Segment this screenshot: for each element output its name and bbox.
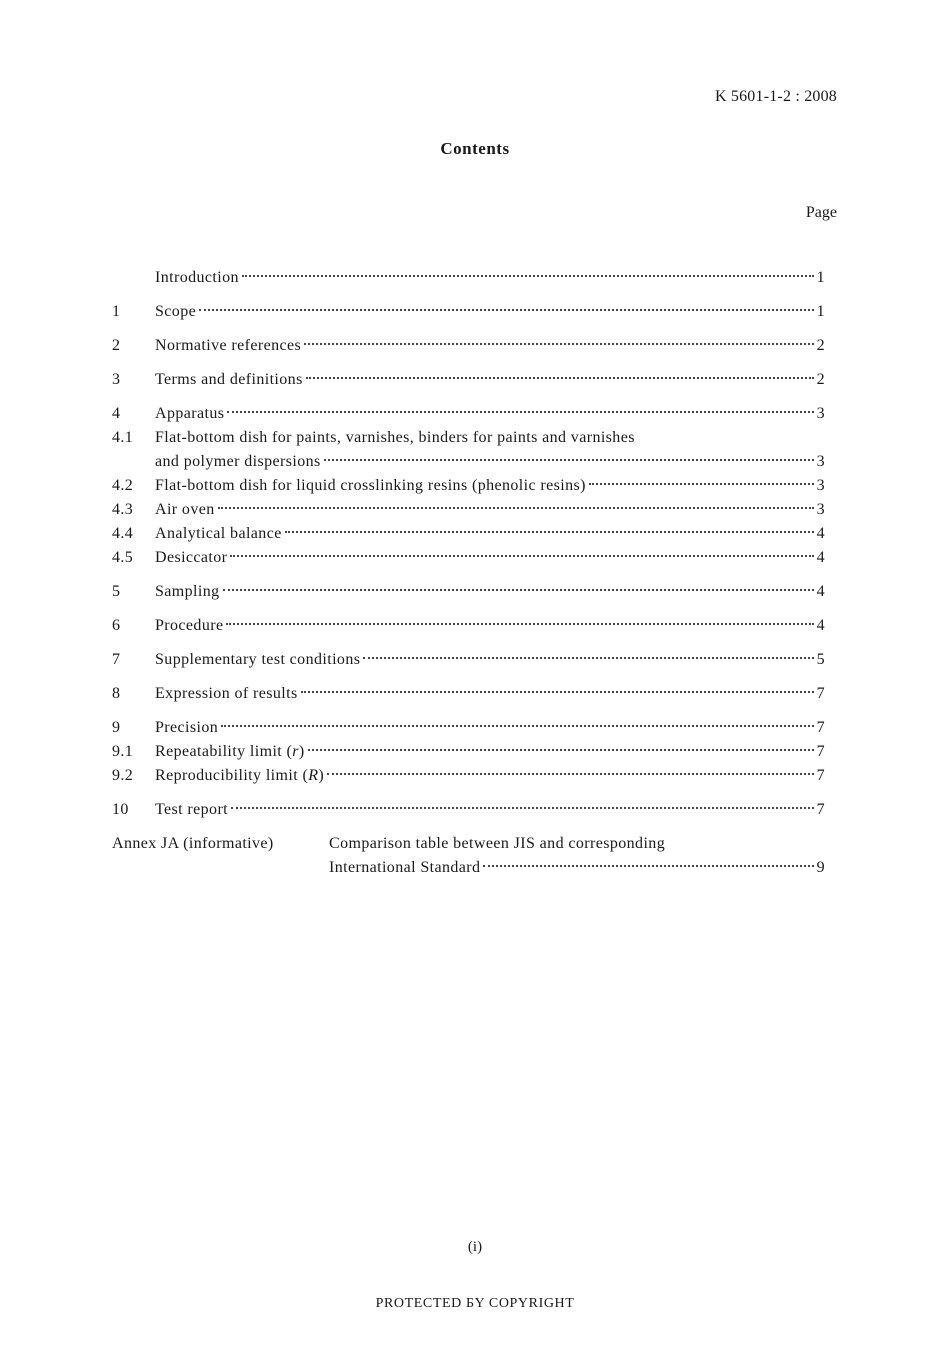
dot-leader [226, 623, 813, 625]
toc-entry-number: 4 [112, 405, 121, 422]
dot-leader [221, 725, 813, 727]
variable-symbol: R [308, 767, 319, 784]
toc-page-number: 7 [816, 767, 825, 784]
annex-title-line-1 [329, 832, 825, 856]
toc-page-number: 4 [816, 617, 825, 634]
toc-page-number: 7 [816, 685, 825, 702]
toc-entry[interactable] [112, 682, 825, 706]
variable-symbol: r [292, 743, 299, 760]
toc-entry-number: 9.1 [112, 743, 134, 760]
toc-page-number: 1 [816, 269, 825, 286]
toc-entry-label: Apparatus [155, 405, 225, 422]
toc-page-number: 7 [816, 743, 825, 760]
toc-entry-number: 2 [112, 337, 121, 354]
toc-entry-label: Supplementary test conditions [155, 651, 361, 668]
page-title: Contents [440, 139, 510, 158]
toc-page-number: 4 [816, 525, 825, 542]
document-identifier: K 5601-1-2 : 2008 [714, 88, 837, 105]
toc-group [112, 402, 825, 570]
toc-group [112, 368, 825, 392]
annex-page-number: 9 [816, 859, 825, 876]
dot-leader [363, 657, 813, 659]
toc-entry[interactable] [112, 334, 825, 358]
toc-entry[interactable] [112, 368, 825, 392]
toc-entry-number: 4.4 [112, 525, 134, 542]
toc-entry[interactable] [112, 522, 825, 546]
dot-leader [285, 531, 814, 533]
toc-entry-label: Reproducibility limit (R) [155, 767, 325, 784]
toc-group [112, 334, 825, 358]
copyright-notice: PROTECTED БY COPYRIGHT [375, 1296, 575, 1311]
page-column-label: Page [805, 204, 837, 221]
toc-page-number: 4 [816, 583, 825, 600]
toc-entry[interactable] [112, 614, 825, 638]
toc-entry-label: Flat-bottom dish for liquid crosslinking resins (phenolic resins) [155, 477, 586, 494]
toc-entry[interactable] [112, 402, 825, 426]
toc-entry-number: 5 [112, 583, 121, 600]
annex-label: Annex JA (informative) [112, 835, 274, 852]
toc-entry[interactable] [112, 266, 825, 290]
toc-page-number: 2 [816, 371, 825, 388]
toc-entry-label: Test report [155, 801, 229, 818]
toc-entry-number: 3 [112, 371, 121, 388]
toc-group [112, 580, 825, 604]
toc-entry-number: 4.1 [112, 429, 134, 446]
toc-page-number: 7 [816, 719, 825, 736]
toc-page-number: 3 [816, 501, 825, 518]
toc-group [112, 682, 825, 706]
toc-group [112, 716, 825, 788]
annex-title-line-2 [329, 856, 825, 880]
toc-entry-number: 10 [112, 801, 129, 818]
annex-title [329, 832, 825, 880]
dot-leader [199, 309, 813, 311]
toc-entry[interactable] [112, 426, 825, 450]
dot-leader [324, 459, 814, 461]
toc-entry[interactable] [112, 546, 825, 570]
toc-group [112, 648, 825, 672]
toc-entry-number: 4.5 [112, 549, 134, 566]
toc-entry-number: 8 [112, 685, 121, 702]
toc-entry-label: Normative references [155, 337, 302, 354]
toc-page-number: 3 [816, 477, 825, 494]
toc-group [112, 798, 825, 822]
toc-group [112, 266, 825, 290]
toc-entry[interactable] [112, 300, 825, 324]
dot-leader [231, 807, 814, 809]
toc-entry-number: 9.2 [112, 767, 134, 784]
toc-entry-label: Analytical balance [155, 525, 282, 542]
toc-page-number: 1 [816, 303, 825, 320]
annex-title-text-1: Comparison table between JIS and corresponding [329, 835, 666, 852]
dot-leader [230, 555, 813, 557]
dot-leader [218, 507, 814, 509]
toc-entry[interactable] [112, 764, 825, 788]
toc-page-number: 3 [816, 405, 825, 422]
toc-groups [112, 266, 825, 822]
toc-entry-label: Introduction [155, 269, 239, 286]
toc-entry[interactable] [112, 798, 825, 822]
toc-entry-number: 4.2 [112, 477, 134, 494]
toc-page-number: 2 [816, 337, 825, 354]
toc-entry-number: 9 [112, 719, 121, 736]
toc-annex-entry[interactable] [112, 832, 825, 880]
toc-entry-label: Sampling [155, 583, 220, 600]
toc-entry-number: 4.3 [112, 501, 134, 518]
toc-entry-label-continued: and polymer dispersions [155, 453, 321, 470]
toc-entry-label: Air oven [155, 501, 215, 518]
page-folio: (i) [467, 1239, 483, 1255]
table-of-contents [112, 266, 825, 880]
dot-leader [223, 589, 814, 591]
dot-leader [242, 275, 814, 277]
dot-leader [227, 411, 813, 413]
toc-entry[interactable] [112, 648, 825, 672]
toc-page-number: 7 [816, 801, 825, 818]
dot-leader [308, 749, 814, 751]
toc-entry[interactable] [112, 716, 825, 740]
toc-entry-label: Terms and definitions [155, 371, 303, 388]
toc-page-number: 4 [816, 549, 825, 566]
dot-leader [483, 865, 813, 867]
toc-group [112, 300, 825, 324]
dot-leader [589, 483, 814, 485]
toc-page-number: 3 [816, 453, 825, 470]
toc-entry[interactable] [112, 740, 825, 764]
toc-entry[interactable] [112, 580, 825, 604]
toc-entry-label: Expression of results [155, 685, 298, 702]
annex-title-text-2: International Standard [329, 859, 481, 876]
toc-entry-label: Desiccator [155, 549, 228, 566]
dot-leader [304, 343, 813, 345]
dot-leader [301, 691, 814, 693]
toc-entry-label: Repeatability limit (r) [155, 743, 305, 760]
toc-entry[interactable] [112, 498, 825, 522]
toc-entry-number: 1 [112, 303, 121, 320]
toc-page-number: 5 [816, 651, 825, 668]
toc-entry-label: Flat-bottom dish for paints, varnishes, binders for paints and varnishes [155, 429, 635, 446]
toc-entry-continuation[interactable] [112, 450, 825, 474]
dot-leader [327, 773, 813, 775]
toc-entry-number: 6 [112, 617, 121, 634]
toc-entry[interactable] [112, 474, 825, 498]
toc-entry-label: Scope [155, 303, 197, 320]
dot-leader [306, 377, 814, 379]
toc-entry-label: Procedure [155, 617, 224, 634]
toc-entry-number: 7 [112, 651, 121, 668]
toc-entry-label: Precision [155, 719, 219, 736]
toc-group [112, 614, 825, 638]
